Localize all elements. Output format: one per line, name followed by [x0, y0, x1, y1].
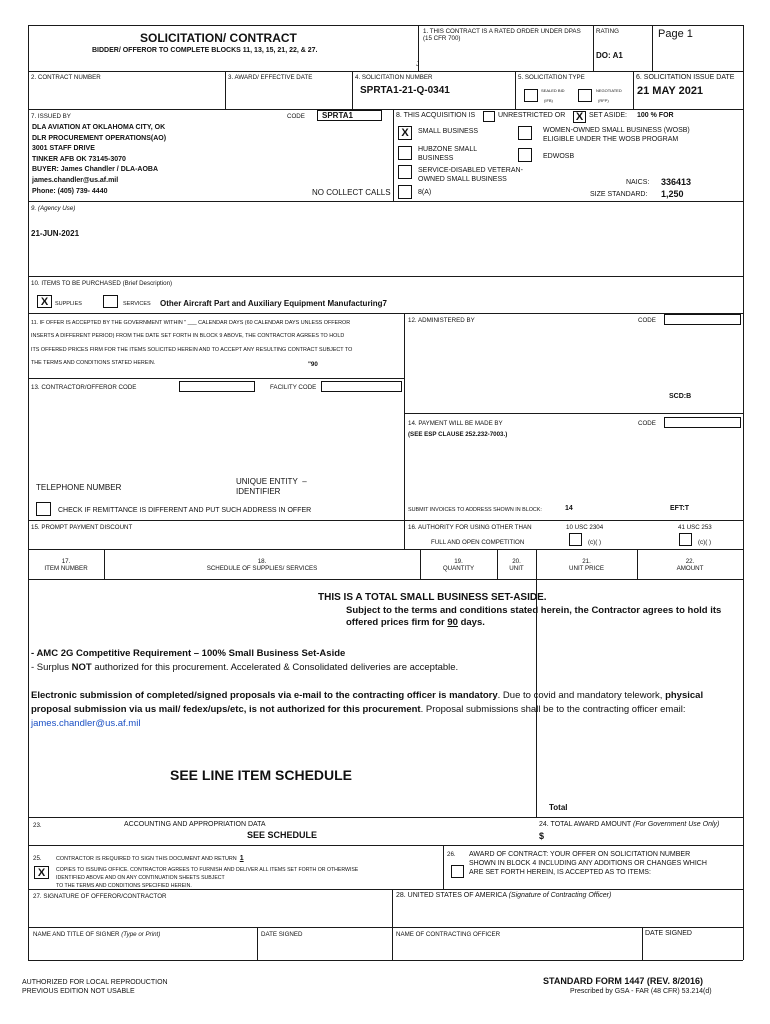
usc-2304-label: 10 USC 2304 — [566, 524, 604, 531]
size-standard-value: 1,250 — [661, 189, 684, 199]
contractor-label: 13. CONTRACTOR/OFFEROR CODE — [31, 384, 137, 391]
schedule-total-label: Total — [549, 803, 568, 812]
full-open-label: FULL AND OPEN COMPETITION — [431, 539, 525, 546]
items-purchased-label: 10. ITEMS TO BE PURCHASED (Brief Description) — [31, 280, 173, 287]
rating-value: DO: A1 — [596, 51, 623, 60]
negotiated-checkbox[interactable] — [578, 89, 592, 102]
sealed-bid-checkbox[interactable] — [524, 89, 538, 102]
award-date-label: 3. AWARD/ EFFECTIVE DATE — [228, 74, 313, 81]
hubzone-checkbox[interactable] — [398, 146, 412, 160]
services-label: SERVICES — [123, 301, 151, 307]
edwosb-label: EDWOSB — [543, 153, 575, 160]
facility-code-field[interactable] — [321, 381, 402, 392]
col-header-schedule: 18. SCHEDULE OF SUPPLIES/ SERVICES — [206, 558, 318, 573]
supplies-checkbox[interactable]: X — [37, 295, 52, 308]
authority-label: 16. AUTHORITY FOR USING OTHER THAN — [408, 524, 532, 531]
col-header-item-number: 17. ITEM NUMBER — [44, 558, 88, 573]
block-23-number: 23. — [33, 822, 42, 829]
prompt-payment-label: 15. PROMPT PAYMENT DISCOUNT — [31, 524, 133, 531]
sdvosb-label: SERVICE-DISABLED VETERAN- OWNED SMALL BUSINESS — [418, 167, 523, 183]
page-number: Page 1 — [658, 28, 693, 40]
amc-requirement: - AMC 2G Competitive Requirement – 100% Small Business Set-Aside — [31, 648, 346, 659]
set-aside-checkbox[interactable]: X — [573, 111, 586, 123]
negotiated-code: (RFP) — [598, 98, 609, 103]
hubzone-label: HUBZONE SMALL BUSINESS — [418, 146, 478, 162]
naics-label: NAICS: — [626, 179, 650, 186]
form-subtitle: BIDDER/ OFFEROR TO COMPLETE BLOCKS 11, 13, 15, 21, 22, & 27. — [92, 47, 318, 54]
block-25-number: 25. — [33, 855, 42, 862]
signer-name-label: NAME AND TITLE OF SIGNER (Type or Print) — [33, 931, 161, 938]
contractor-sign-terms: COPIES TO ISSUING OFFICE. CONTRACTOR AGREES TO FURNISH AND DELIVER ALL ITEMS SET FORTH OR OTHERWISE IDENTIFIED ABOVE AND ON ANY CONTINUATION SHEETS SUBJECT TO THE TERMS AND CONDITIONS SPECIFIED HEREIN. — [56, 867, 359, 889]
col-header-unit: 20. UNIT — [509, 558, 524, 573]
acquisition-label: 8. THIS ACQUISITION IS — [396, 112, 476, 119]
set-aside-value: 100 % FOR — [637, 112, 674, 119]
agency-use-date: 21-JUN-2021 — [31, 229, 80, 238]
small-business-label: SMALL BUSINESS — [418, 128, 479, 135]
solicitation-type-label: 5. SOLICITATION TYPE — [518, 74, 585, 81]
see-line-item-schedule: SEE LINE ITEM SCHEDULE — [170, 767, 353, 783]
eft-value: EFT:T — [670, 505, 690, 512]
submit-invoices-label: SUBMIT INVOICES TO ADDRESS SHOWN IN BLOCK: — [408, 507, 542, 513]
usc-253-checkbox[interactable] — [679, 533, 692, 546]
usc-2304-paren: (c)( ) — [588, 539, 602, 546]
set-aside-heading: THIS IS A TOTAL SMALL BUSINESS SET-ASIDE. — [318, 592, 547, 603]
services-checkbox[interactable] — [103, 295, 118, 308]
supplies-label: SUPPLIES — [55, 301, 82, 307]
acceptance-days: "90 — [308, 361, 318, 368]
wosb-label: WOMEN-OWNED SMALL BUSINESS (WOSB) ELIGIBLE UNDER THE WOSB PROGRAM — [543, 127, 690, 143]
unrestricted-checkbox[interactable] — [483, 111, 495, 122]
sdvosb-checkbox[interactable] — [398, 165, 412, 179]
electronic-submission-note: Electronic submission of completed/signed proposals via e-mail to the contracting officer is mandatory. Due to covid and mandatory telework, physical proposal submission via us mail/ fedex/ups/etc, is not authorized for this procurement. Proposal submissions shall be to the contracting officer email: james.chandler@us.af.mil — [31, 690, 704, 729]
issue-date-label: 6. SOLICITATION ISSUE DATE — [636, 74, 735, 81]
contracting-officer-name-label: NAME OF CONTRACTING OFFICER — [396, 931, 501, 938]
submit-block-number: 14 — [565, 505, 573, 512]
form-number: STANDARD FORM 1447 (REV. 8/2016) — [543, 976, 704, 986]
usc-2304-checkbox[interactable] — [569, 533, 582, 546]
issued-by-code: SPRTA1 — [317, 110, 382, 121]
payment-clause: (SEE ESP CLAUSE 252.232-7003.) — [408, 431, 508, 438]
wosb-checkbox[interactable] — [518, 126, 532, 140]
solicitation-number: SPRTA1-21-Q-0341 — [360, 85, 450, 96]
administered-by-code-label: CODE — [638, 317, 656, 324]
contractor-code-field[interactable] — [179, 381, 255, 392]
col-header-amount: 22. AMOUNT — [676, 558, 704, 573]
uei-label: UNIQUE ENTITY – IDENTIFIER — [236, 477, 307, 496]
us-signature-label: 28. UNITED STATES OF AMERICA (Signature of Contracting Officer) — [396, 892, 612, 899]
remittance-label: CHECK IF REMITTANCE IS DIFFERENT AND PUT SUCH ADDRESS IN OFFER — [58, 507, 312, 514]
set-aside-subtext: Subject to the terms and conditions stated herein, the Contractor agrees to hold its offered prices firm for 90 days. — [346, 605, 722, 628]
issued-by-label: 7. ISSUED BY — [31, 113, 71, 120]
footer-reproduction-note: AUTHORIZED FOR LOCAL REPRODUCTION PREVIOUS EDITION NOT USABLE — [22, 979, 168, 995]
administered-by-label: 12. ADMINISTERED BY — [408, 317, 475, 324]
award-of-contract-text: AWARD OF CONTRACT: YOUR OFFER ON SOLICITATION NUMBER SHOWN IN BLOCK 4 INCLUDING ANY ADDITIONS OR CHANGES WHICH ARE SET FORTH HEREIN, IS ACCEPTED AS TO ITEMS: — [469, 851, 707, 876]
no-collect-calls: NO COLLECT CALLS — [312, 188, 391, 197]
accounting-value: SEE SCHEDULE — [247, 830, 318, 840]
surplus-note: - Surplus NOT authorized for this procurement. Accelerated & Consolidated deliveries are acceptable. — [31, 662, 459, 673]
issued-by-code-label: CODE — [287, 113, 305, 120]
offeror-signature-label: 27. SIGNATURE OF OFFEROR/CONTRACTOR — [33, 893, 167, 900]
usc-253-label: 41 USC 253 — [678, 524, 712, 531]
j-mark: J — [416, 61, 420, 68]
col-header-unit-price: 21. UNIT PRICE — [569, 558, 604, 573]
total-award-dollar: $ — [539, 831, 545, 841]
eight-a-label: 8(A) — [418, 189, 432, 196]
total-award-label: 24. TOTAL AWARD AMOUNT (For Government Use Only) — [539, 821, 720, 828]
contracting-officer-email[interactable]: james.chandler@us.af.mil — [31, 718, 141, 729]
naics-value: 336413 — [661, 177, 692, 187]
contractor-sign-line1: CONTRACTOR IS REQUIRED TO SIGN THIS DOCUMENT AND RETURN 1 — [56, 855, 244, 862]
form-title: SOLICITATION/ CONTRACT — [140, 31, 297, 45]
unrestricted-label: UNRESTRICTED OR — [498, 112, 566, 119]
issue-date: 21 MAY 2021 — [637, 85, 704, 97]
facility-code-label: FACILITY CODE — [270, 384, 317, 391]
contractor-sign-checkbox[interactable]: X — [34, 866, 49, 879]
telephone-label: TELEPHONE NUMBER — [36, 483, 122, 492]
administered-by-code-field[interactable] — [664, 314, 741, 325]
date-signed-label: DATE SIGNED — [261, 931, 303, 938]
sealed-bid-code: (IFB) — [544, 98, 553, 103]
negotiated-label: NEGOTIATED — [596, 88, 622, 93]
block-26-number: 26. — [447, 851, 456, 858]
co-date-signed-label: DATE SIGNED — [645, 930, 692, 937]
rated-order-note: 1. THIS CONTRACT IS A RATED ORDER UNDER DPAS (15 CFR 700) — [423, 28, 581, 43]
agency-use-label: 9. (Agency Use) — [31, 205, 76, 212]
award-checkbox[interactable] — [451, 865, 464, 878]
set-aside-label: SET ASIDE: — [589, 112, 627, 119]
form-prescribed-by: Prescribed by GSA - FAR (48 CFR) 53.214(d) — [570, 988, 712, 995]
payment-code-field[interactable] — [664, 417, 741, 428]
eight-a-checkbox[interactable] — [398, 185, 412, 199]
size-standard-label: SIZE STANDARD: — [590, 191, 648, 198]
usc-253-paren: (c)( ) — [698, 539, 712, 546]
col-header-quantity: 19. QUANTITY — [442, 558, 475, 573]
accounting-label: ACCOUNTING AND APPROPRIATION DATA — [124, 821, 266, 828]
rating-label: RATING — [596, 28, 619, 35]
small-business-checkbox[interactable]: X — [398, 126, 412, 140]
sealed-bid-label: SEALED BID — [541, 88, 565, 93]
edwosb-checkbox[interactable] — [518, 148, 532, 162]
payment-code-label: CODE — [638, 420, 656, 427]
items-description: Other Aircraft Part and Auxiliary Equipment Manufacturing7 — [160, 299, 387, 308]
acceptance-terms: 11. IF OFFER IS ACCEPTED BY THE GOVERNMENT WITHIN " ___ CALENDAR DAYS (60 CALENDAR DAYS UNLESS OFFEROR INSERTS A DIFFERENT PERIOD) FROM THE DATE SET FORTH IN BLOCK 9 ABOVE, THE CONTRACTOR AGREES TO HOLD ITS OFFERED PRICES FIRM FOR THE ITEMS SOLICITED HEREIN AND TO ACCEPT ANY RESULTING CONTRACT SUBJECT TO THE TERMS AND CONDITIONS STATED HEREIN. — [31, 320, 353, 366]
issued-by-address: DLA AVIATION AT OKLAHOMA CITY, OK DLR PROCUREMENT OPERATIONS(AO) 3001 STAFF DRIVE TINKER AFB OK 73145-3070 BUYER: James Chandler / DLA-AOBA james.chandler@us.af.mil Phone: (405) 739- 4440 — [32, 124, 167, 195]
contract-number-label: 2. CONTRACT NUMBER — [31, 74, 101, 81]
scd-value: SCD:B — [669, 393, 692, 400]
payment-label: 14. PAYMENT WILL BE MADE BY — [408, 420, 503, 427]
remittance-checkbox[interactable] — [36, 502, 51, 516]
solicitation-number-label: 4. SOLICITATION NUMBER — [355, 74, 433, 81]
